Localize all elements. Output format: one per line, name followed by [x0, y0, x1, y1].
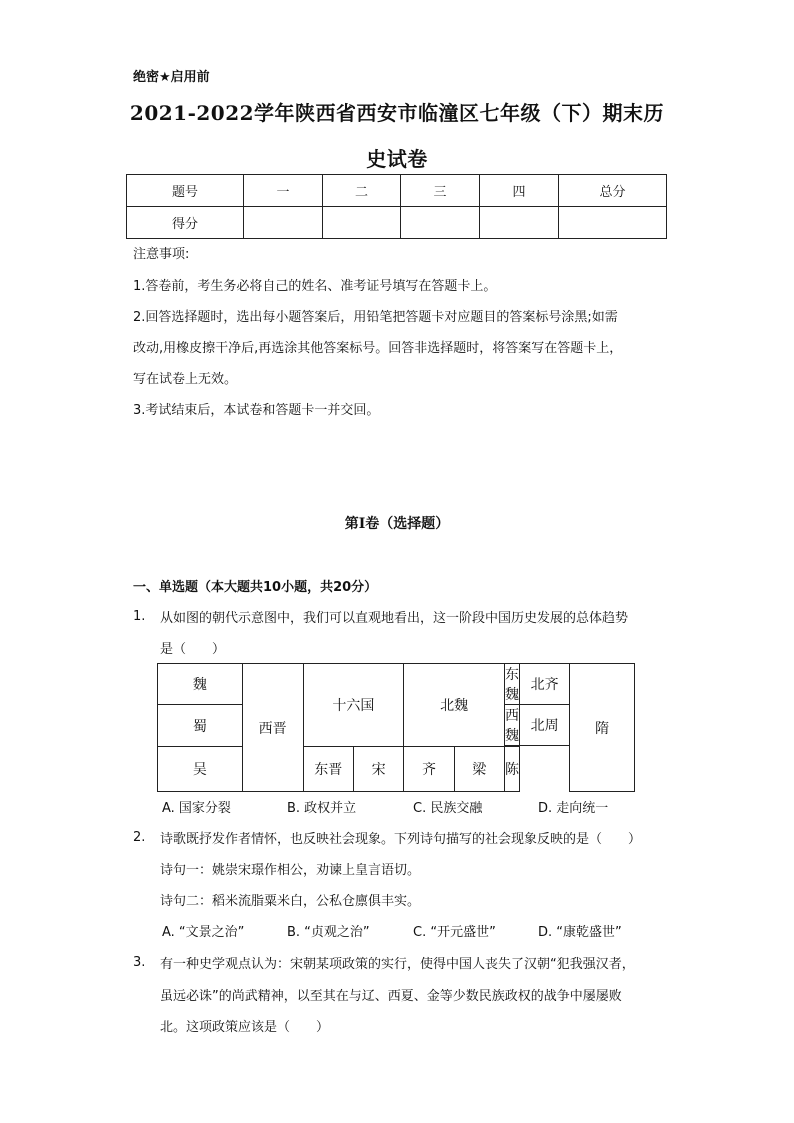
option-d[interactable]: D. 走向统一: [538, 801, 609, 816]
score-cell: 一: [244, 175, 323, 207]
exam-title-line1: 2021-2022学年陕西省西安市临潼区七年级（下）期末历: [129, 101, 665, 125]
exam-title-line2: 史试卷: [366, 147, 428, 171]
dynasty-cell: 蜀: [158, 705, 243, 747]
question-stem: 北。这项政策应该是（ ）: [160, 1020, 330, 1035]
score-cell: [244, 207, 323, 239]
score-cell: 三: [401, 175, 480, 207]
dynasty-cell: 东魏: [504, 664, 519, 705]
score-table-header-row: [127, 175, 667, 207]
dynasty-cell: 西晋: [242, 664, 303, 792]
notes-heading: 注意事项:: [133, 247, 190, 262]
score-table: [126, 174, 667, 239]
dynasty-chart-table: [157, 663, 635, 792]
dynasty-cell: 隋: [570, 664, 635, 792]
option-b[interactable]: B. 政权并立: [287, 801, 357, 816]
dynasty-cell: 陈: [504, 747, 519, 792]
dynasty-cell: 宋: [353, 747, 403, 792]
note-2-line2: 改动,用橡皮擦干净后,再选涂其他答案标号。回答非选择题时，将答案写在答题卡上，: [133, 341, 623, 356]
note-2-line3: 写在试卷上无效。: [133, 372, 238, 387]
score-cell: 总分: [559, 175, 667, 207]
note-2-line1: 2.回答选择题时，选出每小题答案后，用铅笔把答题卡对应题目的答案标号涂黑;如需: [133, 310, 618, 325]
score-cell: 题号: [127, 175, 244, 207]
question-stem: 诗歌既抒发作者情怀，也反映社会现象。下列诗句描写的社会现象反映的是（ ）: [160, 832, 642, 847]
score-cell: 四: [480, 175, 559, 207]
note-3: 3.考试结束后，本试卷和答题卡一并交回。: [133, 403, 380, 418]
score-cell: [559, 207, 667, 239]
question-number: 3.: [133, 955, 146, 970]
dynasty-cell: 梁: [454, 747, 504, 792]
option-a[interactable]: A. 国家分裂: [162, 801, 231, 816]
score-cell: 得分: [127, 207, 244, 239]
score-cell: [480, 207, 559, 239]
question-type-heading: 一、单选题（本大题共10小题，共20分）: [133, 580, 378, 595]
option-d[interactable]: D. “康乾盛世”: [538, 925, 622, 940]
score-cell: 二: [323, 175, 401, 207]
dynasty-cell: 齐: [404, 747, 454, 792]
dynasty-cell: 北齐: [519, 664, 569, 705]
dynasty-cell: 十六国: [303, 664, 404, 747]
option-b[interactable]: B. “贞观之治”: [287, 925, 370, 940]
question-number: 1.: [133, 609, 146, 624]
question-number: 2.: [133, 830, 146, 845]
dynasty-cell: 魏: [158, 664, 243, 705]
dynasty-cell: 吴: [158, 747, 243, 792]
confidential-label: 绝密★启用前: [133, 70, 210, 85]
option-a[interactable]: A. “文景之治”: [162, 925, 245, 940]
score-table-score-row: [127, 207, 667, 239]
option-c[interactable]: C. 民族交融: [413, 801, 483, 816]
dynasty-cell: 东晋: [303, 747, 353, 792]
score-cell: [323, 207, 401, 239]
poem-line-2: 诗句二：稻米流脂粟米白，公私仓廪俱丰实。: [160, 894, 421, 909]
question-stem: 是（ ）: [160, 642, 226, 657]
dynasty-cell: 西魏: [504, 705, 519, 746]
question-stem: 有一种史学观点认为：宋朝某项政策的实行，使得中国人丧失了汉朝“犯我强汉者，: [160, 957, 635, 972]
question-stem: 虽远必诛”的尚武精神，以至其在与辽、西夏、金等少数民族政权的战争中屡屡败: [160, 989, 622, 1004]
poem-line-1: 诗句一：姚崇宋璟作相公，劝谏上皇言语切。: [160, 863, 421, 878]
note-1: 1.答卷前，考生务必将自己的姓名、准考证号填写在答题卡上。: [133, 279, 497, 294]
section-title: 第I卷（选择题）: [344, 516, 450, 532]
question-stem: 从如图的朝代示意图中，我们可以直观地看出，这一阶段中国历史发展的总体趋势: [160, 611, 629, 626]
dynasty-cell: 北魏: [404, 664, 505, 747]
dynasty-cell: 北周: [519, 705, 569, 746]
score-cell: [401, 207, 480, 239]
option-c[interactable]: C. “开元盛世”: [413, 925, 496, 940]
